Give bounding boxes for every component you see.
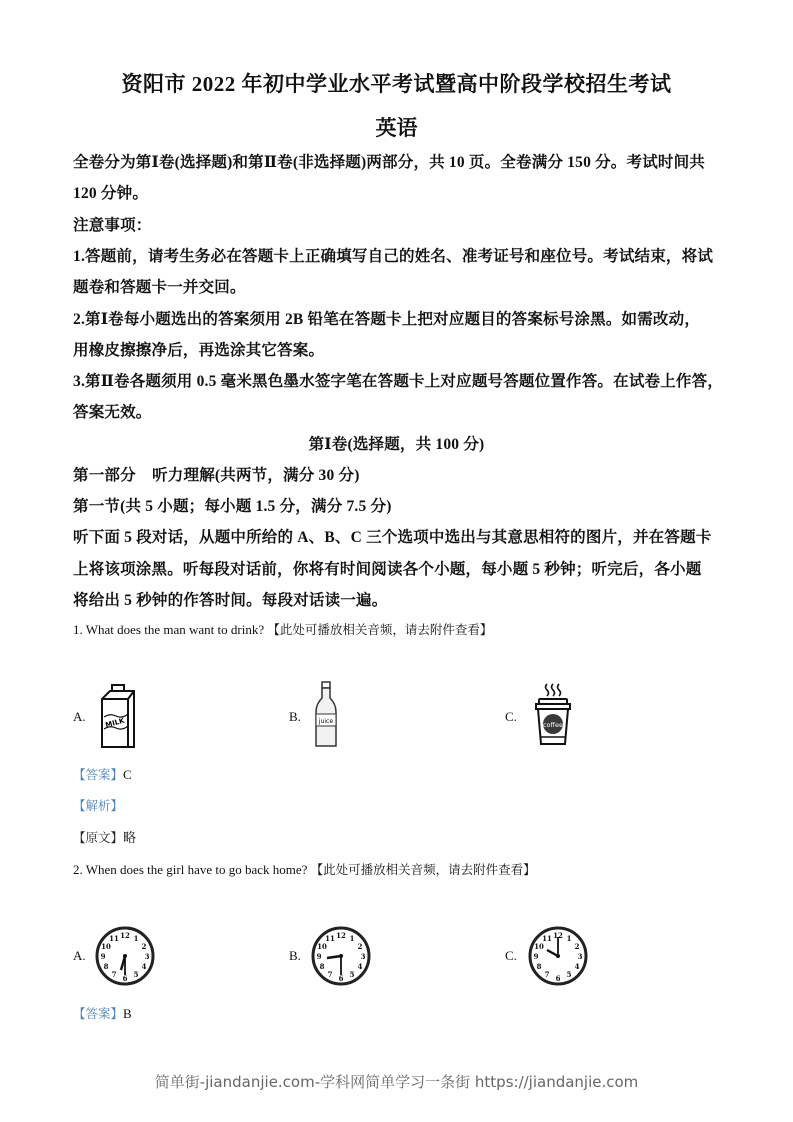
clock-icon-a[interactable] (94, 925, 156, 987)
svg-text:5: 5 (349, 970, 355, 979)
answer-label: 【答案】 (73, 767, 124, 782)
svg-text:9: 9 (316, 952, 322, 961)
svg-text:2: 2 (141, 942, 147, 951)
milk-label: MILK (104, 716, 126, 730)
q2-answer (73, 1004, 132, 1022)
q2-option-c-label[interactable]: C. (505, 948, 517, 963)
notice-3a: 3.第Ⅱ卷各题须用 0.5 毫米黑色墨水签字笔在答题卡上对应题号答题位置作答。在试卷上作答， (73, 373, 724, 390)
svg-text:6: 6 (555, 974, 561, 983)
volume-title: 第Ⅰ卷(选择题，共 100 分) (308, 436, 485, 453)
svg-text:5: 5 (133, 970, 139, 979)
svg-text:12: 12 (553, 931, 563, 940)
svg-text:1: 1 (349, 934, 355, 943)
notice-heading: 注意事项： (73, 217, 152, 234)
notice-2b: 用橡皮擦擦净后，再选涂其它答案。 (73, 342, 325, 359)
question-2 (73, 860, 536, 878)
svg-text:11: 11 (325, 934, 335, 943)
instructions-3: 将给出 5 秒钟的作答时间。每段对话读一遍。 (73, 592, 388, 609)
svg-text:10: 10 (317, 942, 327, 951)
clock-icon-c[interactable] (527, 925, 589, 987)
subject-title: 英语 (375, 116, 418, 140)
svg-text:8: 8 (103, 962, 109, 971)
q1-option-a-label[interactable]: A. (73, 709, 86, 724)
notice-1b: 题卷和答题卡一并交回。 (73, 279, 246, 296)
part-title: 第一部分 听力理解(共两节，满分 30 分) (73, 467, 360, 484)
clock-icon-b[interactable] (310, 925, 372, 987)
question-1 (73, 620, 492, 638)
svg-text:2: 2 (357, 942, 363, 951)
notice-1a: 1.答题前，请考生务必在答题卡上正确填写自己的姓名、准考证号和座位号。考试结束，将试 (73, 248, 714, 265)
original-label: 【原文】 (73, 830, 124, 845)
svg-text:4: 4 (357, 962, 363, 971)
coffee-label: coffee (542, 721, 564, 729)
notice-2a: 2.第Ⅰ卷每小题选出的答案须用 2B 铅笔在答题卡上把对应题目的答案标号涂黑。如需改动， (73, 311, 701, 328)
svg-text:3: 3 (144, 952, 150, 961)
svg-text:1: 1 (133, 934, 139, 943)
q1-original (73, 827, 136, 846)
answer-label: 【答案】 (73, 1006, 124, 1021)
svg-text:8: 8 (319, 962, 325, 971)
svg-text:3: 3 (360, 952, 366, 961)
footer-watermark: 简单街-jiandanjie.com-学科网简单学习一条街 https://jiandanjie.com (154, 1073, 639, 1091)
svg-text:11: 11 (542, 934, 552, 943)
svg-text:7: 7 (111, 970, 117, 979)
svg-text:7: 7 (327, 970, 333, 979)
q2-option-a-label[interactable]: A. (73, 948, 86, 963)
notice-3b: 答案无效。 (73, 404, 152, 421)
answer-value: C (123, 767, 132, 782)
q1-option-c-label[interactable]: C. (505, 709, 517, 724)
svg-text:10: 10 (101, 942, 111, 951)
audio-note[interactable]: 【此处可播放相关音频，请去附件查看】 (310, 862, 536, 877)
svg-text:9: 9 (533, 952, 539, 961)
exam-title: 资阳市 2022 年初中学业水平考试暨高中阶段学校招生考试 (121, 72, 672, 96)
original-value: 略 (123, 830, 137, 845)
answer-value: B (123, 1006, 132, 1021)
q1-analysis (73, 796, 123, 814)
svg-text:11: 11 (109, 934, 119, 943)
svg-text:6: 6 (122, 974, 128, 983)
milk-carton-icon[interactable] (98, 683, 138, 751)
svg-text:8: 8 (536, 962, 542, 971)
svg-text:3: 3 (577, 952, 583, 961)
analysis-label: 【解析】 (73, 798, 124, 813)
svg-text:4: 4 (574, 962, 580, 971)
q2-option-b-label[interactable]: B. (289, 948, 301, 963)
question-1-text: 1. What does the man want to drink? (73, 622, 265, 637)
coffee-cup-icon[interactable] (533, 682, 573, 748)
svg-text:12: 12 (120, 931, 130, 940)
q1-answer (73, 765, 132, 783)
intro-line-1: 全卷分为第Ⅰ卷(选择题)和第Ⅱ卷(非选择题)两部分，共 10 页。全卷满分 150 分。考试时间共 (73, 154, 706, 171)
svg-text:5: 5 (566, 970, 572, 979)
svg-text:4: 4 (141, 962, 147, 971)
question-2-text: 2. When does the girl have to go back home? (73, 862, 308, 877)
instructions-2: 上将该项涂黑。听每段对话前，你将有时间阅读各个小题，每小题 5 秒钟；听完后，各小题 (73, 561, 702, 578)
q1-option-b-label[interactable]: B. (289, 709, 301, 724)
audio-note[interactable]: 【此处可播放相关音频，请去附件查看】 (267, 622, 493, 637)
svg-text:6: 6 (338, 974, 344, 983)
subsection-title: 第一节(共 5 小题；每小题 1.5 分，满分 7.5 分) (73, 498, 392, 515)
svg-text:2: 2 (574, 942, 580, 951)
svg-text:1: 1 (566, 934, 572, 943)
svg-text:7: 7 (544, 970, 550, 979)
svg-text:12: 12 (336, 931, 346, 940)
svg-text:10: 10 (534, 942, 544, 951)
svg-text:9: 9 (100, 952, 106, 961)
instructions-1: 听下面 5 段对话，从题中所给的 A、B、C 三个选项中选出与其意思相符的图片，并在答题卡 (73, 529, 712, 546)
juice-label: juice (318, 718, 334, 725)
juice-bottle-icon[interactable] (313, 680, 339, 750)
intro-line-2: 120 分钟。 (73, 185, 149, 202)
